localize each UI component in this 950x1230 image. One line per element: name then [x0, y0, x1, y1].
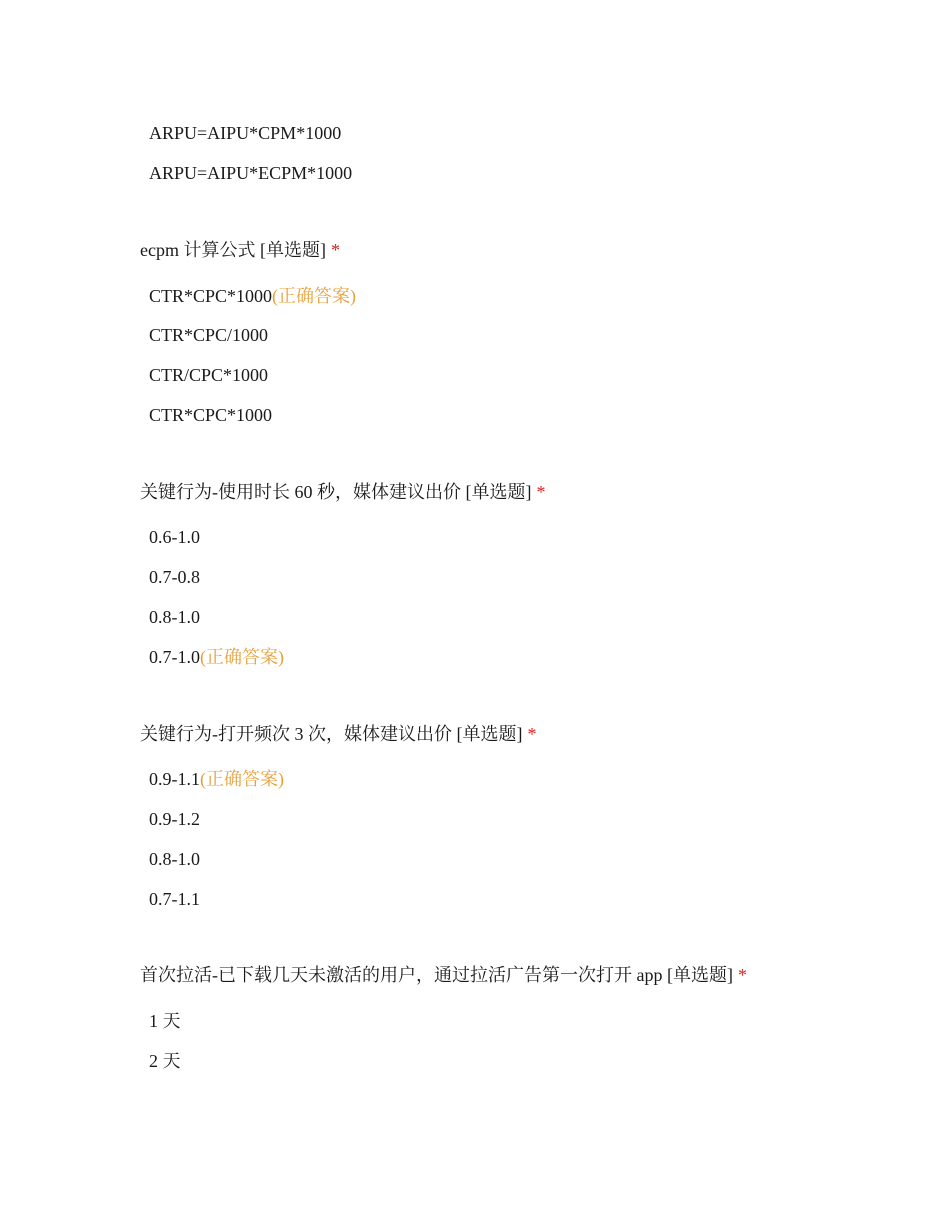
option-text: ARPU=AIPU*ECPM*1000	[149, 163, 353, 183]
option-text: 1 天	[149, 1011, 181, 1031]
option-text: 0.7-0.8	[149, 567, 200, 587]
correct-answer-note: (正确答案)	[200, 769, 284, 789]
required-mark: *	[527, 724, 537, 744]
option	[149, 526, 200, 548]
option-text: 0.9-1.1	[149, 769, 200, 789]
option	[149, 808, 200, 830]
question-title	[140, 239, 340, 261]
option	[149, 566, 200, 588]
option-text: CTR/CPC*1000	[149, 365, 269, 385]
option	[149, 848, 200, 870]
option-text: 2 天	[149, 1051, 181, 1071]
question-title	[140, 723, 536, 745]
required-mark: *	[536, 482, 546, 502]
option-text: CTR*CPC*1000	[149, 405, 273, 425]
option	[149, 324, 268, 346]
correct-answer-note: (正确答案)	[272, 286, 357, 306]
option-text: 0.7-1.0	[149, 647, 200, 667]
option-text: 0.8-1.0	[149, 607, 200, 627]
option	[149, 162, 352, 184]
option-text: ARPU=AIPU*CPM*1000	[149, 123, 342, 143]
question-text: 关键行为-打开频次 3 次，媒体建议出价 [单选题]	[140, 724, 523, 744]
option	[149, 646, 284, 668]
correct-answer-note: (正确答案)	[200, 647, 284, 667]
required-mark: *	[330, 240, 340, 260]
question-title	[140, 964, 747, 986]
option-text: CTR*CPC*1000	[149, 286, 273, 306]
option	[149, 1050, 181, 1072]
option-text: 0.9-1.2	[149, 809, 200, 829]
option	[149, 1010, 181, 1032]
question-text: 首次拉活-已下载几天未激活的用户，通过拉活广告第一次打开 app [单选题]	[140, 965, 733, 985]
option	[149, 364, 268, 386]
question-text: 关键行为-使用时长 60 秒，媒体建议出价 [单选题]	[140, 482, 532, 502]
required-mark: *	[737, 965, 747, 985]
question-text: ecpm 计算公式 [单选题]	[140, 240, 326, 260]
option	[149, 404, 272, 426]
option	[149, 122, 341, 144]
option	[149, 285, 356, 307]
option	[149, 888, 200, 910]
option-text: CTR*CPC/1000	[149, 325, 269, 345]
option-text: 0.6-1.0	[149, 527, 200, 547]
option-text: 0.7-1.1	[149, 889, 200, 909]
question-title	[140, 481, 545, 503]
option	[149, 768, 284, 790]
option-text: 0.8-1.0	[149, 849, 200, 869]
option	[149, 606, 200, 628]
